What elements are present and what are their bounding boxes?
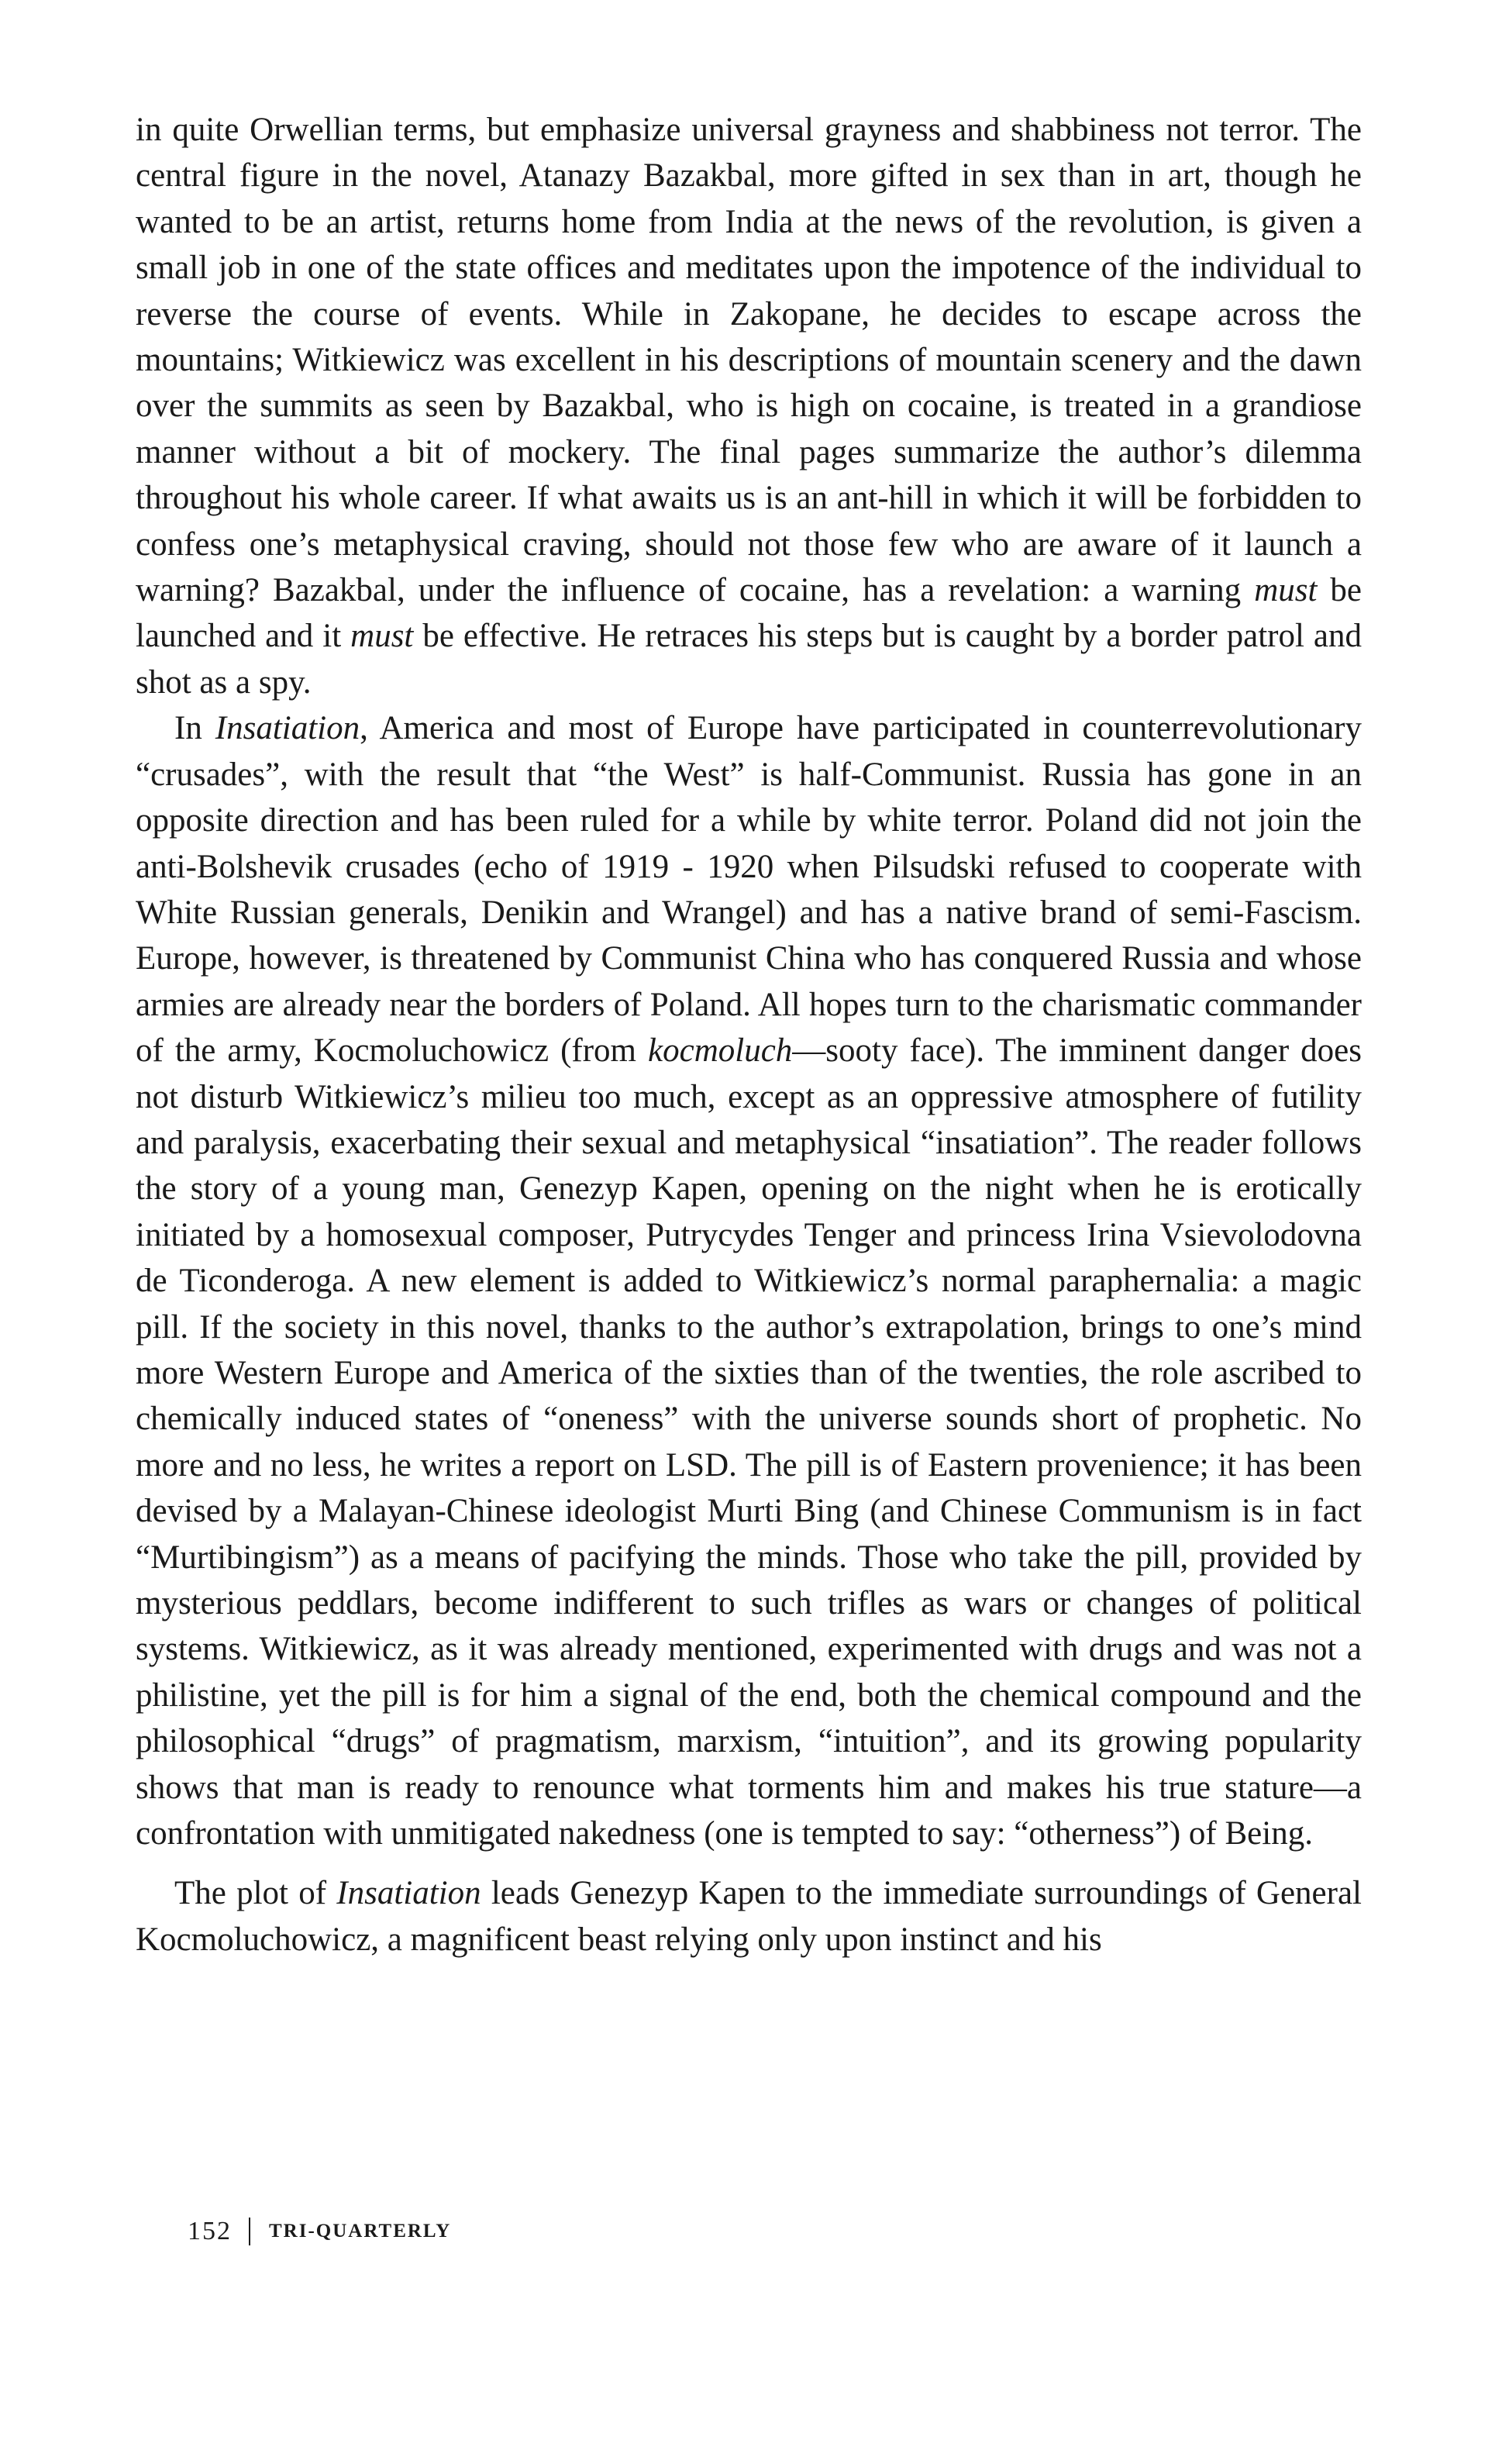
paragraph-plot-continued (136, 1870, 1362, 1963)
journal-name: TRI-QUARTERLY (269, 2221, 452, 2242)
text-segment: The plot of (174, 1875, 337, 1912)
text-segment: in quite Orwellian terms, but emphasize universal grayness and shabbiness not terror. The central figure in the novel, Atanazy Bazakbal, more gifted in sex than in art, though he wanted to be an artist, returns home from India at the news of the revolution, is given a small job in one of the state offices and meditates upon the impotence of the individual to reverse the course of events. While in Zakopane, he decides to escape across the mountains; Witkiewicz was excellent in his descriptions of mountain scenery and the dawn over the summits as seen by Bazakbal, who is high on cocaine, is treated in a grandiose manner without a bit of mockery. The final pages summarize the author’s dilemma throughout his whole career. If what awaits us is an ant-hill in which it will be forbidden to confess one’s metaphysical craving, should not those few who are aware of it launch a warning? Bazakbal, under the influence of cocaine, has a revelation: a warning (136, 112, 1362, 609)
paragraph-insatiation-plot (136, 705, 1362, 1856)
book-title-italic: Insatiation (336, 1875, 481, 1912)
text-segment: In (174, 710, 215, 747)
text-segment: —sooty face). The imminent danger does not disturb Witkiewicz’s milieu too much, except as an oppressive atmosphere of futility and paralysis, exacerbating their sexual and metaphysical “insatiation”. The reader follows the story of a young man, Genezyp Kapen, opening on the night when he is erotically initiated by a homosexual composer, Putrycydes Tenger and princess Irina Vsievolodovna de Ticonderoga. A new element is added to Witkiewicz’s normal paraphernalia: a magic pill. If the society in this novel, thanks to the author’s extrapolation, brings to one’s mind more Western Europe and America of the sixties than of the twenties, the role ascribed to chemically induced states of “oneness” with the universe sounds short of prophetic. No more and no less, he writes a report on LSD. The pill is of Eastern provenience; it has been devised by a Malayan-Chinese ideologist Murti Bing (and Chinese Communism is in fact “Murtibingism”) as a means of pacifying the minds. Those who take the pill, provided by mysterious peddlars, become indifferent to such trifles as wars or changes of political systems. Witkiewicz, as it was already mentioned, experimented with drugs and was not a philistine, yet the pill is for him a signal of the end, both the chemical compound and the philosophical “drugs” of pragmatism, marxism, “intuition”, and its growing popularity shows that man is ready to renounce what torments him and makes his true stature—a confrontation with unmitigated nakedness (one is tempted to say: “otherness”) of Being. (136, 1032, 1362, 1852)
body-text (136, 107, 1362, 1963)
footer-divider (249, 2218, 250, 2245)
text-segment: be effective. He retraces his steps but is caught by a border patrol and shot as a spy. (136, 618, 1362, 701)
text-segment: , America and most of Europe have participated in counterrevolutionary “crusades”, with the result that “the West” is half-Communist. Russia has gone in an opposite direction and has been ruled for a while by white terror. Poland did not join the anti-Bolshevik crusades (echo of 1919 - 1920 when Pilsudski refused to cooperate with White Russian generals, Denikin and Wrangel) and has a native brand of semi-Fascism. Europe, however, is threatened by Communist China who has conquered Russia and whose armies are already near the borders of Poland. All hopes turn to the charismatic commander of the army, Kocmoluchowicz (from (136, 710, 1362, 1070)
book-title-italic: Insatiation (215, 710, 360, 747)
italic-term: kocmoluch (648, 1032, 793, 1070)
page-number: 152 (188, 2217, 232, 2245)
text-segment: be launched and it (136, 572, 1362, 655)
paragraph-bazakbal (136, 107, 1362, 705)
italic-emphasis: must (1254, 572, 1318, 609)
italic-emphasis: must (350, 618, 414, 655)
page-footer (188, 2217, 451, 2246)
text-segment: leads Genezyp Kapen to the immediate surroundings of General Kocmoluchowicz, a magnificent beast relying only upon instinct and his (136, 1875, 1362, 1958)
